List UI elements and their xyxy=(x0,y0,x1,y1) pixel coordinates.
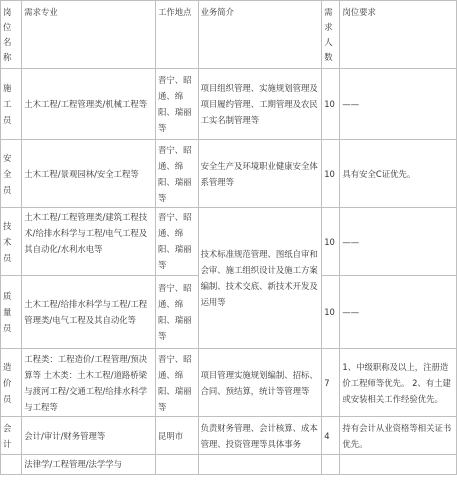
cell-major: 会计/审计/财务管理等 xyxy=(22,417,156,455)
cell-location: 晋宁、昭通、绵阳、瑞丽等 xyxy=(156,349,199,417)
cell-requirement: 具有安全C证优先。 xyxy=(340,140,457,208)
header-duties: 业务简介 xyxy=(198,1,322,69)
header-requirement: 岗位要求 xyxy=(340,1,457,69)
cell-duties: 项目管理实施规划编制、招标、合同、预结算，统计等管理等 xyxy=(198,349,322,417)
cell-position: 施工员 xyxy=(1,69,22,140)
cell-position xyxy=(1,455,22,475)
cell-position: 质量员 xyxy=(1,276,22,349)
table-row xyxy=(1,417,457,455)
cell-count xyxy=(322,455,340,475)
cell-major: 土木工程/工程管理类/机械工程等 xyxy=(22,69,156,140)
cell-position: 造价员 xyxy=(1,349,22,417)
table-row xyxy=(1,208,457,276)
cell-location: 晋宁、昭通、绵阳、瑞丽等 xyxy=(156,208,199,276)
cell-location: 晋宁、昭通、绵阳、瑞丽等 xyxy=(156,140,199,208)
header-major: 需求专业 xyxy=(22,1,156,69)
cell-count: 10 xyxy=(322,140,340,208)
header-count: 需求人数 xyxy=(322,1,340,69)
cell-requirement xyxy=(340,455,457,475)
cell-duties: 负责财务管理、会计核算、成本管理、投资管理等具体事务 xyxy=(198,417,322,455)
cell-location: 昆明市 xyxy=(156,417,199,455)
table-row xyxy=(1,455,457,475)
cell-location: 晋宁、昭通、绵阳、瑞丽等 xyxy=(156,276,199,349)
cell-requirement: 1、中级职称及以上，注册造价工程师等优先。 2、有土建或安装相关工作经验优先。 xyxy=(340,349,457,417)
cell-count: 10 xyxy=(322,276,340,349)
cell-requirement: —— xyxy=(340,69,457,140)
header-position: 岗位名称 xyxy=(1,1,22,69)
cell-position: 安全员 xyxy=(1,140,22,208)
cell-major: 土木工程/工程管理类/建筑工程技术/给排水科学与工程/电气工程及其自动化/水利水电等 xyxy=(22,208,156,276)
cell-duties: 技术标准规范管理、图纸自审和会审、施工组织设计及施工方案编制、技术交底、新技术开发及 运用等 xyxy=(198,208,322,349)
cell-duties: 项目组织管理、实施规划管理及项目履约管理、工期管理及农民工实名制管理等 xyxy=(198,69,322,140)
cell-location xyxy=(156,455,199,475)
table-row xyxy=(1,69,457,140)
header-location: 工作地点 xyxy=(156,1,199,69)
cell-duties xyxy=(198,455,322,475)
cell-major: 土木工程/给排水科学与工程/工程管理类/电气工程及其自动化等 xyxy=(22,276,156,349)
cell-requirement: 持有会计从业资格等相关证书优先。 xyxy=(340,417,457,455)
cell-position: 会计 xyxy=(1,417,22,455)
cell-major: 法律学/工程管理/法学学与 xyxy=(22,455,156,475)
cell-count: 10 xyxy=(322,208,340,276)
cell-count: 10 xyxy=(322,69,340,140)
cell-duties: 安全生产及环境职业健康安全体系管理等 xyxy=(198,140,322,208)
cell-requirement: —— xyxy=(340,208,457,276)
cell-position: 技术员 xyxy=(1,208,22,276)
cell-count: 7 xyxy=(322,349,340,417)
cell-major: 土木工程/景观园林/安全工程等 xyxy=(22,140,156,208)
table-row xyxy=(1,140,457,208)
table-header-row xyxy=(1,1,457,69)
cell-major: 工程类：工程造价/工程管理/预决算等 土木类：土木工程/道路桥梁与渡河工程/交通工程/给排水科学与工程等 xyxy=(22,349,156,417)
cell-count: 4 xyxy=(322,417,340,455)
table-row xyxy=(1,349,457,417)
cell-requirement: —— xyxy=(340,276,457,349)
cell-location: 晋宁、昭通、绵阳、瑞丽等 xyxy=(156,69,199,140)
